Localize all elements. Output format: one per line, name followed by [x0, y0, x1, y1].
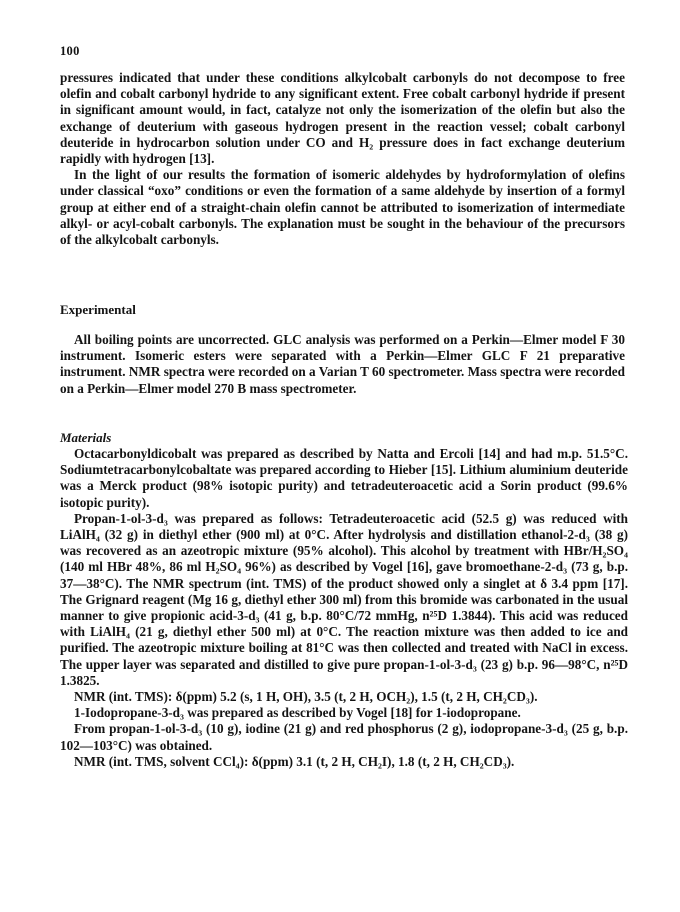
experimental-heading: Experimental — [60, 302, 136, 317]
intro-paragraph-2: In the light of our results the formation of isomeric aldehydes by hydroformylation of olefins under classical “oxo” conditions or even the formation of a same aldehyde by insertion of a formyl group at either end of a straight-chain olefin cannot be attributed to isomerization of intermediate alkyl- or acyl-cobalt carbonyls. The explanation must be sought in the behaviour of the precursors of the alkylcobalt carbonyls. — [60, 167, 625, 248]
page-number: 100 — [60, 44, 80, 58]
materials-heading: Materials — [60, 430, 112, 445]
materials-paragraph-4: 1-Iodopropane-3-d₃ was prepared as described by Vogel [18] for 1-iodopropane. — [74, 705, 521, 721]
experimental-section — [60, 332, 625, 397]
materials-section — [60, 446, 628, 770]
intro-section — [60, 70, 625, 248]
experimental-paragraph-1: All boiling points are uncorrected. GLC analysis was performed on a Perkin—Elmer model F 30 instrument. Isomeric esters were separated with a Perkin—Elmer GLC F 21 preparative instrument. NMR spectra were recorded on a Varian T 60 spectrometer. Mass spectra were recorded on a Perkin—Elmer model 270 B mass spectrometer. — [60, 332, 625, 396]
materials-paragraph-6: NMR (int. TMS, solvent CCl₄): δ(ppm) 3.1 (t, 2 H, CH₂I), 1.8 (t, 2 H, CH₂CD₃). — [74, 753, 515, 769]
materials-paragraph-1: Octacarbonyldicobalt was prepared as described by Natta and Ercoli [14] and had m.p. 51.5°C. Sodiumtetracarbonylcobaltate was prepared according to Hieber [15]. Lithium aluminium deuteride was a Merck product (98% isotopic purity) and tetradeuteroacetic acid a Sorin product (99.6% isotopic purity). — [60, 446, 628, 510]
materials-paragraph-3: NMR (int. TMS): δ(ppm) 5.2 (s, 1 H, OH), 3.5 (t, 2 H, OCH₂), 1.5 (t, 2 H, CH₂CD₃). — [74, 689, 538, 705]
intro-paragraph-1: pressures indicated that under these conditions alkylcobalt carbonyls do not decompose to free olefin and cobalt carbonyl hydride to any significant extent. Free cobalt carbonyl hydride if present in significant amount would, in fact, catalyze not only the isomerization of the olefin but also the exchange of deuterium with gaseous hydrogen present in the reaction vessel; cobalt carbonyl deuteride in hydrocarbon solution under CO and H₂ pressure does in fact exchange deuterium rapidly with hydrogen [13]. — [60, 70, 625, 167]
materials-paragraph-2: Propan-1-ol-3-d₃ was prepared as follows: Tetradeuteroacetic acid (52.5 g) was reduced with LiAlH₄ (32 g) in diethyl ether (900 ml) at 0°C. After hydrolysis and distillation ethanol-2-d₃ (38 g) was recovered as an azeotropic mixture (95% alcohol). This alcohol by treatment with HBr/H₂SO₄ (140 ml HBr 48%, 86 ml H₂SO₄ 96%) as described by Vogel [16], gave bromoethane-2-d₃ (73 g, b.p. 37—38°C). The NMR spectrum (int. TMS) of the product showed only a singlet at δ 3.4 ppm [17]. The Grignard reagent (Mg 16 g, diethyl ether 300 ml) from this bromide was carbonated in the usual manner to give propionic acid-3-d₃ (41 g, b.p. 80°C/72 mmHg, n²⁵D 1.3844). This acid was reduced with LiAlH₄ (21 g, diethyl ether 500 ml) at 0°C. The reaction mixture was then added to ice and purified. The azeotropic mixture boiling at 81°C was then collected and treated with NaCl in excess. The upper layer was separated and distilled to give pure propan-1-ol-3-d₃ (23 g) b.p. 96—98°C, n²⁵D 1.3825. — [60, 510, 628, 688]
materials-paragraph-5: From propan-1-ol-3-d₃ (10 g), iodine (21 g) and red phosphorus (2 g), iodopropane-3-d₃ (25 g, b.p. 102—103°C) was obtained. — [60, 721, 628, 753]
